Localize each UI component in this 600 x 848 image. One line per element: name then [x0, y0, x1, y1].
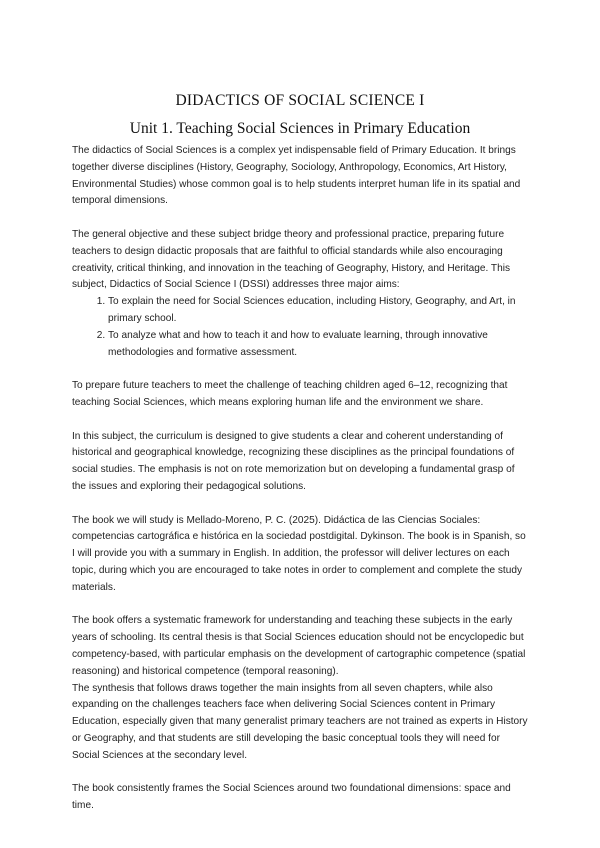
- aim-item: 2. To analyze what and how to teach it and how to evaluate learning, through innovative methodologies and formative assessment.: [108, 328, 528, 362]
- document-body: [72, 143, 528, 832]
- book-paragraph: The book we will study is Mellado-Moreno, P. C. (2025). Didáctica de las Ciencias Sociales: competencias cartográfica e histórica en la sociedad postdigital. Dykinson. The book is in Spanish, so I will provide you with a summary in English. In addition, the professor will deliver lectures on each topic, during which you are encouraged to take notes in order to complement and complete the study materials.: [72, 514, 526, 593]
- curriculum-paragraph: In this subject, the curriculum is designed to give students a clear and coherent understanding of historical and geographical knowledge, recognizing these disciplines as the principal foundations of social studies. The emphasis is not on rote memorization but on developing a fundamental grasp of the issues and exploring their pedagogical solutions.: [72, 430, 515, 492]
- unit-heading: Unit 1. Teaching Social Sciences in Primary Education: [129, 120, 471, 137]
- framework-paragraph: The book offers a systematic framework for understanding and teaching these subjects in the early years of schooling. Its central thesis is that Social Sciences education should not be encyclopedic but competency-based, with particular emphasis on the development of cartographic competence (spatial reasoning) and historical competence (temporal reasoning).: [72, 615, 526, 677]
- document-title: DIDACTICS OF SOCIAL SCIENCE I: [175, 92, 425, 109]
- aims-list: [72, 294, 528, 361]
- synthesis-paragraph: The synthesis that follows draws together the main insights from all seven chapters, while also expanding on the challenges teachers face when delivering Social Sciences content in Primary Education, especially given that many generalist primary teachers are not trained as experts in History or Geography, and that students are still developing the basic conceptual tools they will need for Social Sciences at the secondary level.: [72, 682, 528, 761]
- aim-item: 1. To explain the need for Social Sciences education, including History, Geography, and Art, in primary school.: [108, 294, 528, 328]
- dimensions-paragraph: The book consistently frames the Social Sciences around two foundational dimensions: space and time.: [72, 783, 511, 812]
- intro-paragraph: The didactics of Social Sciences is a complex yet indispensable field of Primary Education. It brings together diverse disciplines (History, Geography, Sociology, Anthropology, Economics, Art History, Environmental Studies) whose common goal is to help students interpret human life in its spatial and temporal dimensions.: [72, 145, 521, 207]
- prepare-paragraph: To prepare future teachers to meet the challenge of teaching children aged 6–12, recognizing that teaching Social Sciences, which means exploring human life and the environment we share.: [72, 380, 508, 408]
- objective-paragraph: The general objective and these subject bridge theory and professional practice, preparing future teachers to design didactic proposals that are faithful to official standards while also encouraging creativity, critical thinking, and innovation in the teaching of Geography, History, and Heritage. This subject, Didactics of Social Science I (DSSI) addresses three major aims:: [72, 228, 510, 291]
